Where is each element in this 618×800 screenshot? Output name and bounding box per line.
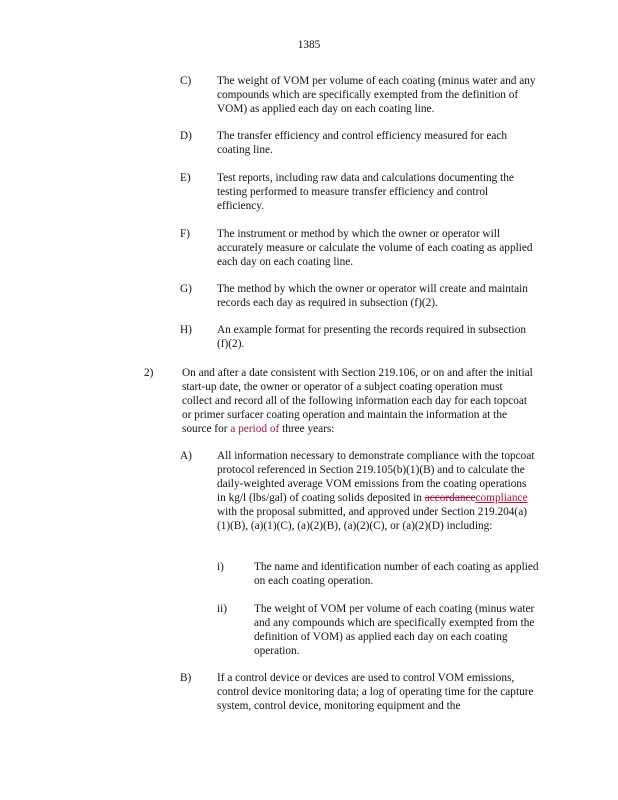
item-text: An example format for presenting the records required in subsection (f)(2). [217,324,526,350]
item-text: Test reports, including raw data and calculations documenting the testing performed to measure transfer efficiency and control efficiency. [217,172,514,212]
item-text: The method by which the owner or operator will create and maintain records each day as required in subsection (f)(2). [217,283,528,309]
item-text: The instrument or method by which the owner or operator will accurately measure or calculate the volume of each coating as applied each day on each coating line. [217,228,533,268]
item-text: The transfer efficiency and control efficiency measured for each coating line. [217,130,508,156]
inserted-text: a period of [230,423,280,435]
item-label: B) [180,672,192,684]
item-text: The weight of VOM per volume of each coating (minus water and any compounds which are specifically exempted from the definition of VOM) as applied each day on each coating operation. [254,603,535,657]
item-label: C) [180,75,192,87]
item-label: D) [180,130,192,142]
item-text-part-1: All information necessary to demonstrate compliance with the topcoat protocol referenced in Section 219.105(b)(1)(B) and to calculate the daily-weighted average VOM emissions from the coating operations in kg/l (lbs/gal) of coating solids deposited in [217,450,535,504]
item-label: i) [217,561,224,573]
item-text: If a control device or devices are used to control VOM emissions, control device monitoring data; a log of operating time for the capture system, control device, monitoring equipment and the [217,672,534,712]
item-label: ii) [217,603,228,615]
inserted-text: compliance [475,492,528,504]
page-number: 1385 [297,39,321,51]
item-text [182,366,534,436]
item-text: The name and identification number of each coating as applied on each coating operation. [254,561,539,587]
item-text-part-2: with the proposal submitted, and approved under Section 219.204(a)(1)(B), (a)(1)(C), (a)(2)(B), (a)(2)(C), or (a)(2)(D) including: [217,506,527,532]
item-label: F) [180,228,191,240]
item-text-tail: three years: [279,423,335,435]
item-label: G) [180,283,192,295]
item-label: 2) [144,367,154,379]
item-text-main: On and after a date consistent with Section 219.106, or on and after the initial start-up date, the owner or operator of a subject coating operation must collect and record all of the following information each day for each topcoat or primer surfacer coating operation and maintain the information at the source for [182,367,533,435]
deleted-text: accordance [424,492,476,504]
item-text [217,449,537,533]
item-label: E) [180,172,191,184]
item-text: The weight of VOM per volume of each coating (minus water and any compounds which are specifically exempted from the definition of VOM) as applied each day on each coating line. [217,75,536,115]
item-label: H) [180,324,192,336]
item-label: A) [180,450,192,462]
